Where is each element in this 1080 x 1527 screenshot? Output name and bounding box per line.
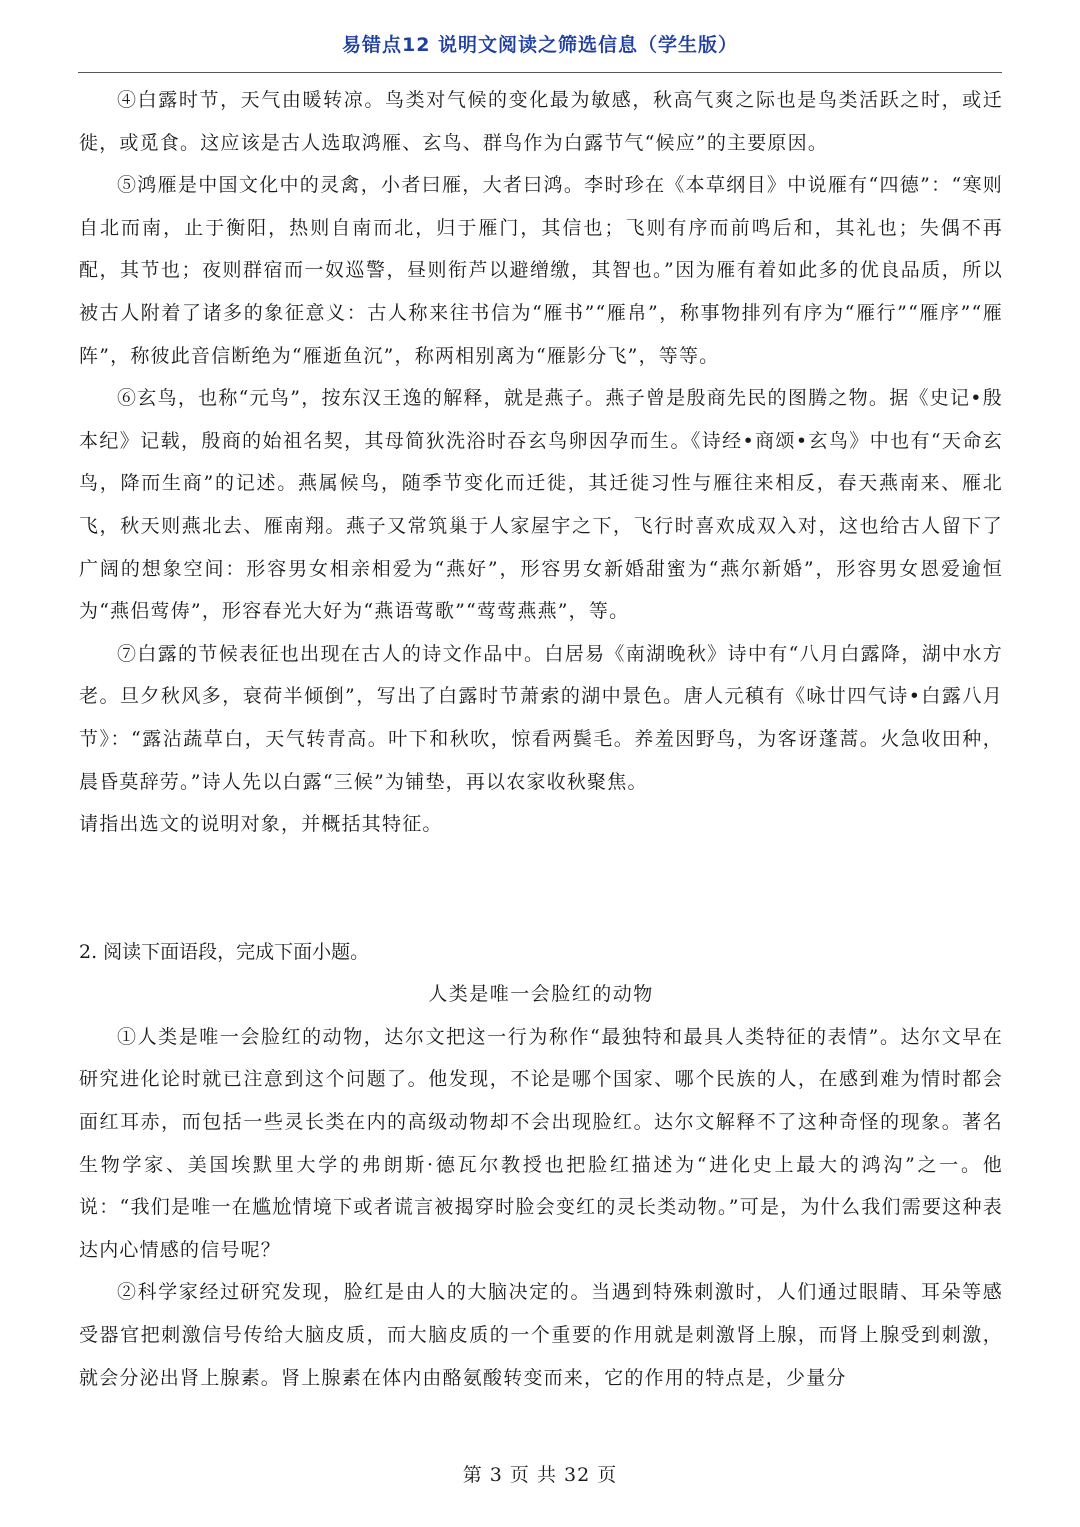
document-header-title: 易错点12 说明文阅读之筛选信息（学生版） (341, 34, 739, 56)
header-divider (78, 72, 1002, 73)
passage1-paragraph-7: ⑦白露的节候表征也出现在古人的诗文作品中。白居易《南湖晚秋》诗中有“八月白露降，湖中水方老。旦夕秋风多，衰荷半倾倒”，写出了白露时节萧索的湖中景色。唐人元稹有《咏廿四气诗•白露八月节》：“露沾蔬草白，天气转青高。叶下和秋吹，惊看两鬓毛。养羞因野鸟，为客讶蓬蒿。火急收田种，晨昏莫辞劳。”诗人先以白露“三候”为铺垫，再以农家收秋聚焦。 (79, 642, 1003, 793)
passage1-paragraph-6: ⑥玄鸟，也称“元鸟”，按东汉王逸的解释，就是燕子。燕子曾是殷商先民的图腾之物。据《史记•殷本纪》记载，殷商的始祖名契，其母简狄洗浴时吞玄鸟卵因孕而生。《诗经•商颂•玄鸟》中也有“天命玄鸟，降而生商”的记述。燕属候鸟，随季节变化而迁徙，其迁徙习性与雁往来相反，春天燕南来、雁北飞，秋天则燕北去、雁南翔。燕子又常筑巢于人家屋宇之下，飞行时喜欢成双入对，这也给古人留下了广阔的想象空间：形容男女相亲相爱为“燕好”，形容男女新婚甜蜜为“燕尔新婚”，形容男女恩爱逾恒为“燕侣莺俦”，形容春光大好为“燕语莺歌”“莺莺燕燕”，等。 (79, 387, 1003, 623)
question2-prompt: 2. 阅读下面语段，完成下面小题。 (79, 940, 370, 963)
page-number-footer: 第 3 页 共 32 页 (462, 1464, 618, 1486)
passage2-paragraph-1: ①人类是唯一会脸红的动物，达尔文把这一行为称作“最独特和最具人类特征的表情”。达尔文早在研究进化论时就已注意到这个问题了。他发现，不论是哪个国家、哪个民族的人，在感到难为情时都会面红耳赤，而包括一些灵长类在内的高级动物却不会出现脸红。达尔文解释不了这种奇怪的现象。著名生物学家、美国埃默里大学的弗朗斯·德瓦尔教授也把脸红描述为“进化史上最大的鸿沟”之一。他说：“我们是唯一在尴尬情境下或者谎言被揭穿时脸会变红的灵长类动物。”可是，为什么我们需要这种表达内心情感的信号呢？ (79, 1025, 1003, 1261)
passage1-paragraph-5: ⑤鸿雁是中国文化中的灵禽，小者曰雁，大者曰鸿。李时珍在《本草纲目》中说雁有“四德”：“寒则自北而南，止于衡阳，热则自南而北，归于雁门，其信也；飞则有序而前鸣后和，其礼也；失偶不再配，其节也；夜则群宿而一奴巡警，昼则衔芦以避缯缴，其智也。”因为雁有着如此多的优良品质，所以被古人附着了诸多的象征意义：古人称来往书信为“雁书”“雁帛”，称事物排列有序为“雁行”“雁序”“雁阵”，称彼此音信断绝为“雁逝鱼沉”，称两相别离为“雁影分飞”，等等。 (79, 174, 1003, 367)
answer-space (79, 846, 1003, 931)
passage2-paragraph-2: ②科学家经过研究发现，脸红是由人的大脑决定的。当遇到特殊刺激时，人们通过眼睛、耳朵等感受器官把刺激信号传给大脑皮质，而大脑皮质的一个重要的作用就是刺激肾上腺，而肾上腺受到刺激，就会分泌出肾上腺素。肾上腺素在体内由酪氨酸转变而来，它的作用的特点是，少量分 (79, 1281, 1003, 1389)
passage2-title: 人类是唯一会脸红的动物 (428, 983, 654, 1006)
page-body (79, 79, 1003, 1399)
passage1-paragraph-4: ④白露时节，天气由暖转凉。鸟类对气候的变化最为敏感，秋高气爽之际也是鸟类活跃之时，或迁徙，或觅食。这应该是古人选取鸿雁、玄鸟、群鸟作为白露节气“候应”的主要原因。 (79, 89, 1003, 154)
passage1-question: 请指出选文的说明对象，并概括其特征。 (79, 813, 443, 836)
